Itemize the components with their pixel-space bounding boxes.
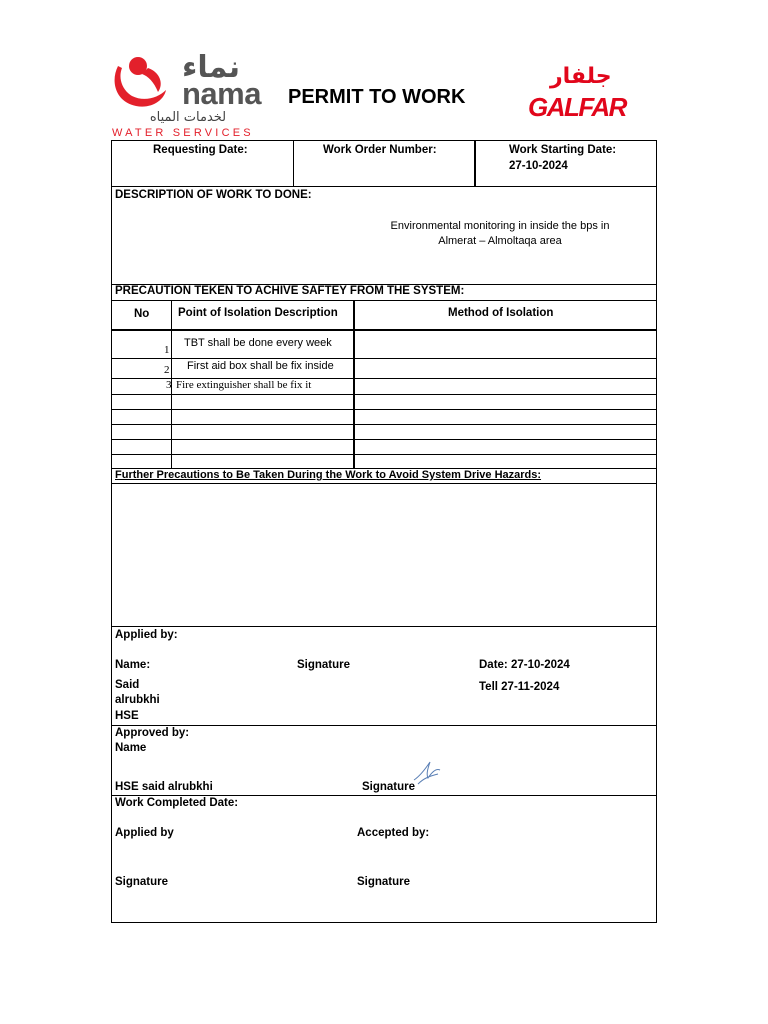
row-number: 3 — [166, 379, 172, 391]
applied-signature-label: Signature — [297, 659, 351, 671]
divider — [111, 409, 657, 410]
divider — [111, 626, 657, 627]
row-number: 2 — [164, 364, 170, 376]
applied-by-label: Applied by: — [115, 629, 178, 641]
nama-swirl-icon — [108, 52, 172, 112]
applied-name-line-1: Said — [115, 679, 140, 691]
row-description: Fire extinguisher shall be fix it — [176, 379, 312, 391]
row-description: TBT shall be done every week — [184, 337, 332, 349]
col-method-header: Method of Isolation — [448, 307, 554, 319]
precaution-label: PRECAUTION TEKEN TO ACHIVE SAFTEY FROM THE SYSTEM: — [115, 285, 465, 297]
col-no-header: No — [134, 308, 150, 320]
row-number: 1 — [164, 344, 170, 356]
description-line-2: Almerat – Almoltaqa area — [438, 235, 562, 247]
description-label: DESCRIPTION OF WORK TO DONE: — [115, 189, 312, 201]
divider — [111, 394, 657, 395]
nama-logo — [108, 50, 270, 142]
work-completed-label: Work Completed Date: — [115, 797, 239, 809]
divider — [111, 424, 657, 425]
completed-signature-right: Signature — [357, 876, 411, 888]
further-precautions-label: Further Precautions to Be Taken During the Work to Avoid System Drive Hazards: — [115, 469, 542, 481]
frame-right — [656, 140, 657, 923]
nama-arabic-text: نماء — [182, 50, 240, 85]
approved-signature-label: Signature — [362, 781, 416, 793]
nama-latin-text: nama — [182, 76, 261, 111]
work-start-value: 27-10-2024 — [509, 160, 568, 172]
requesting-date-label: Requesting Date: — [153, 144, 248, 156]
completed-applied-by: Applied by — [115, 827, 174, 839]
completed-accepted-by: Accepted by: — [357, 827, 430, 839]
divider — [474, 140, 476, 186]
divider — [111, 439, 657, 440]
divider — [293, 140, 294, 186]
nama-arabic-subtext: لخدمات المياه — [149, 110, 227, 125]
nama-subtitle: WATER SERVICES — [112, 127, 254, 139]
work-start-label: Work Starting Date: — [509, 144, 617, 156]
table-row — [111, 330, 657, 358]
galfar-arabic-text: جلفار — [550, 64, 612, 89]
frame-bottom — [111, 922, 657, 923]
divider — [111, 186, 657, 187]
divider — [111, 725, 657, 726]
frame-left — [111, 140, 112, 923]
frame-top — [111, 140, 657, 141]
divider — [111, 454, 657, 455]
approved-by-label: Approved by: — [115, 727, 190, 739]
divider — [111, 300, 657, 301]
approved-name-value: HSE said alrubkhi — [115, 781, 213, 793]
approved-name-label: Name — [115, 742, 147, 754]
description-line-1: Environmental monitoring in inside the bps in — [390, 220, 610, 232]
divider — [111, 795, 657, 796]
table-row — [111, 378, 657, 394]
applied-name-label: Name: — [115, 659, 151, 671]
galfar-logo — [528, 66, 628, 124]
applied-till-date: Tell 27-11-2024 — [479, 681, 560, 693]
row-description: First aid box shall be fix inside — [187, 360, 334, 372]
applied-date: Date: 27-10-2024 — [479, 659, 570, 671]
work-order-label: Work Order Number: — [323, 144, 437, 156]
applied-name-line-2: alrubkhi — [115, 694, 160, 706]
handwritten-signature — [410, 758, 444, 788]
galfar-latin-text: GALFAR — [528, 92, 626, 122]
table-row — [111, 358, 657, 378]
applied-name-line-3: HSE — [115, 710, 139, 722]
page-title: PERMIT TO WORK — [288, 86, 466, 108]
divider — [111, 483, 657, 484]
completed-signature-left: Signature — [115, 876, 169, 888]
col-point-header: Point of Isolation Description — [178, 307, 338, 319]
